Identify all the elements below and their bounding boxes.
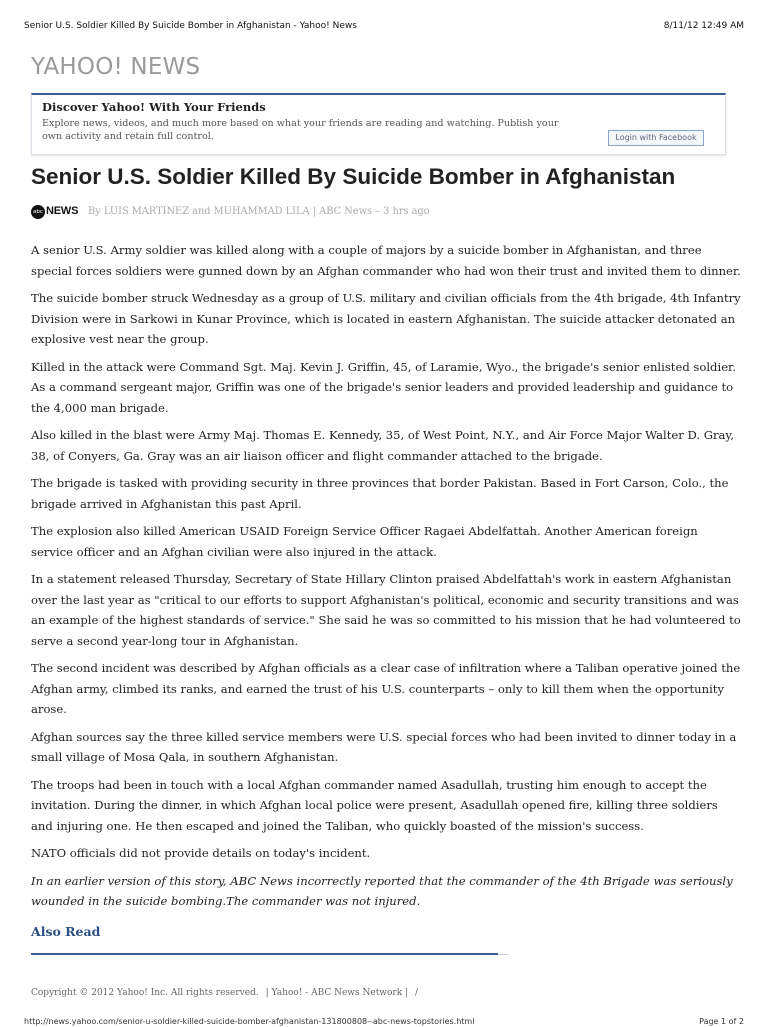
discover-title: Discover Yahoo! With Your Friends — [42, 100, 266, 114]
article-paragraph: The troops had been in touch with a local Afghan commander named Asadullah, trusting him enough to accept the invitation. During the dinner, in which Afghan local police were present, Asadullah opened fire, killing three soldiers and injuring one. He then escaped and joined the Taliban, who quickly boasted of the mission's success. — [31, 777, 718, 833]
article-paragraph: Killed in the attack were Command Sgt. Maj. Kevin J. Griffin, 45, of Laramie, Wyo., the brigade's senior enlisted soldier. As a command sergeant major, Griffin was one of the brigade's senior leaders and provided leadership and guidance to the 4,000 man brigade. — [31, 359, 737, 415]
article-paragraph: NATO officials did not provide details on today's incident. — [31, 846, 371, 860]
article-paragraph: In a statement released Thursday, Secretary of State Hillary Clinton praised Abdelfattah's work in eastern Afghanistan over the last year as "critical to our efforts to support Afghanistan's political, economic and security transitions and was an example of the highest standards of service." She said he was so committed to his mission that he had volunteered to serve a second year-long tour in Afghanistan. — [31, 572, 741, 648]
also-read-link[interactable]: Also Read — [31, 923, 101, 939]
footer-network-link[interactable]: | Yahoo! - ABC News Network | — [265, 988, 409, 998]
print-footer-url: http://news.yahoo.com/senior-u-soldier-killed-suicide-bomber-afghanistan-131800808--abc-news-topstories.html — [24, 1017, 475, 1026]
divider — [31, 953, 498, 955]
abc-news-logo-text: NEWS — [46, 205, 79, 217]
article-paragraph: The suicide bomber struck Wednesday as a group of U.S. military and civilian officials from the 4th brigade, 4th Infantry Division were in Sarkowi in Kunar Province, which is located in eastern Afghanistan. The suicide attacker detonated an explosive vest near the group. — [31, 291, 741, 346]
site-footer — [31, 988, 422, 998]
divider-tail — [498, 954, 508, 955]
footer-slash: / — [414, 988, 418, 998]
article-paragraph: Also killed in the blast were Army Maj. Thomas E. Kennedy, 35, of West Point, N.Y., and Air Force Major Walter D. Gray, 38, of Conyers, Ga. Gray was an air liaison officer and flight commander attached to the brigade. — [31, 428, 735, 463]
byline-text: By LUIS MARTINEZ and MUHAMMAD LILA | ABC News – 3 hrs ago — [88, 206, 430, 217]
login-with-facebook-button[interactable]: Login with Facebook — [608, 130, 704, 146]
print-header-datetime: 8/11/12 12:49 AM — [663, 21, 744, 31]
copyright-text: Copyright © 2012 Yahoo! Inc. All rights reserved. — [31, 988, 259, 998]
article-paragraph: A senior U.S. Army soldier was killed along with a couple of majors by a suicide bomber in Afghanistan, and three special forces soldiers were gunned down by an Afghan commander who had won their trust and invited them to dinner. — [31, 243, 741, 278]
print-footer — [24, 1017, 744, 1027]
discover-text: Explore news, videos, and much more based on what your friends are reading and watching. Publish your own activity and retain full control. — [42, 118, 559, 142]
correction-note: In an earlier version of this story, ABC News incorrectly reported that the commander of the 4th Brigade was seriously wounded in the suicide bombing.The commander was not injured. — [31, 873, 733, 908]
article-paragraph: The explosion also killed American USAID Foreign Service Officer Ragaei Abdelfattah. Another American foreign service officer and an Afghan civilian were also injured in the attack. — [31, 524, 698, 559]
abc-logo-icon: abc — [31, 205, 45, 219]
article-paragraph: Afghan sources say the three killed service members were U.S. special forces who had been invited to dinner today in a small village of Mosa Qala, in southern Afghanistan. — [31, 729, 737, 764]
article-paragraph: The second incident was described by Afghan officials as a clear case of infiltration where a Taliban operative joined the Afghan army, climbed its ranks, and earned the trust of his U.S. counterparts – only to kill them when the opportunity arose. — [31, 661, 741, 716]
print-header — [24, 21, 744, 35]
yahoo-news-logo[interactable]: YAHOO! NEWS — [31, 54, 201, 80]
print-footer-page: Page 1 of 2 — [699, 1017, 744, 1026]
discover-panel — [31, 93, 726, 155]
article-body — [31, 240, 741, 942]
print-header-title: Senior U.S. Soldier Killed By Suicide Bomber in Afghanistan - Yahoo! News — [24, 21, 357, 31]
article-paragraph: The brigade is tasked with providing security in three provinces that border Pakistan. Based in Fort Carson, Colo., the brigade arrived in Afghanistan this past April. — [31, 476, 729, 511]
article-headline: Senior U.S. Soldier Killed By Suicide Bomber in Afghanistan — [31, 164, 676, 189]
